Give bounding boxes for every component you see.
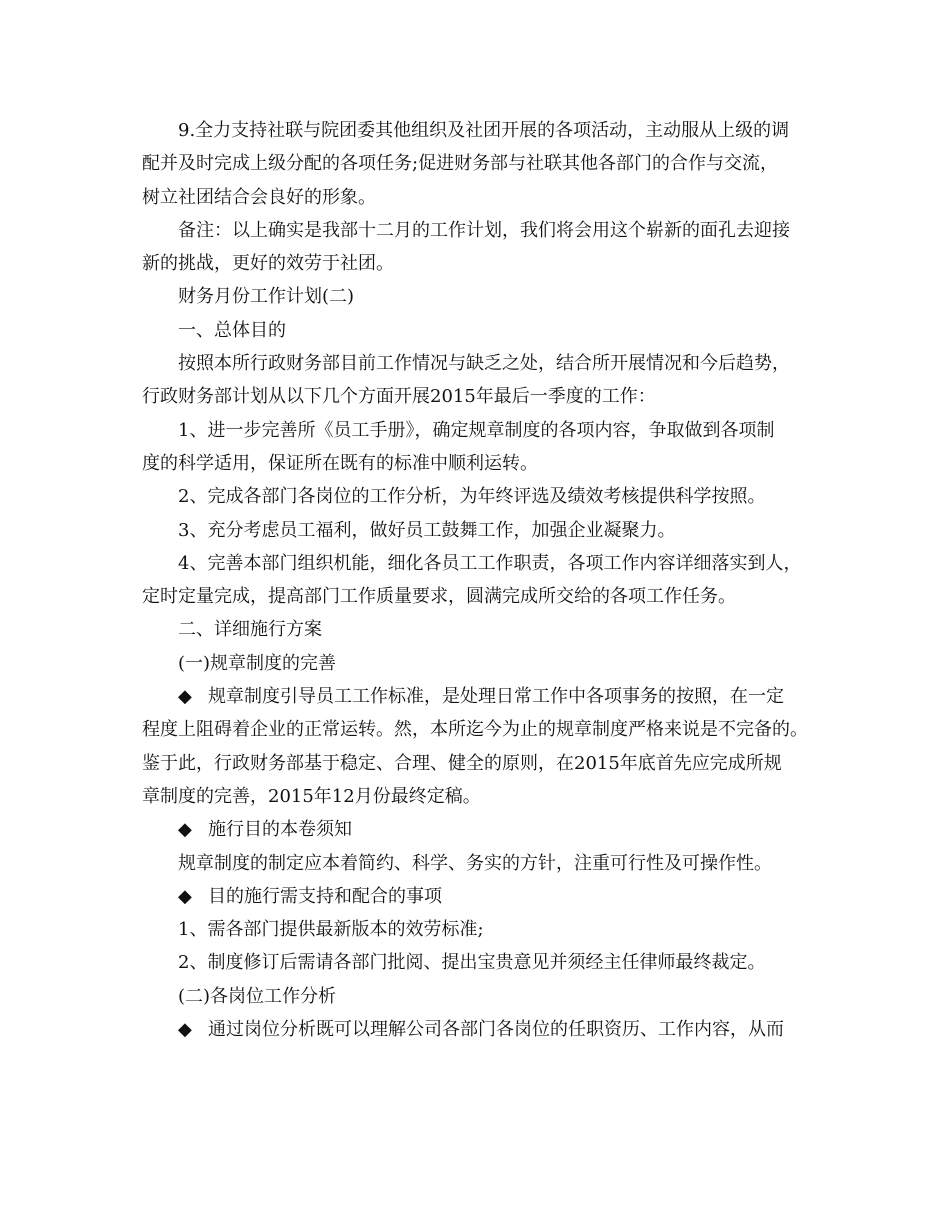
text-line-content: 施行目的本卷须知 [208,819,352,841]
text-line [142,680,832,713]
text-line [142,813,832,846]
numbered-item [142,946,832,979]
numbered-item [142,547,832,614]
numbered-item [142,414,832,481]
text-line: 度的科学适用，保证所在既有的标准中顺利运转。 [142,452,538,474]
text-line: 配并及时完成上级分配的各项任务;促进财务部与社联其他各部门的合作与交流， [142,153,779,175]
text-line: 一、总体目的 [178,319,286,341]
text-line-content: 通过岗位分析既可以理解公司各部门各岗位的任职资历、工作内容，从而 [208,1019,784,1041]
text-line: 2、完成各部门各岗位的工作分析，为年终评选及绩效考核提供科学按照。 [178,486,766,508]
paragraph [142,214,832,281]
text-line-content: 规章制度引导员工工作标准，是处理日常工作中各项事务的按照，在一定 [208,686,784,708]
document-body [142,114,832,1046]
diamond-bullet-icon: ◆ [178,819,192,841]
numbered-item [142,514,832,547]
text-line: 1、进一步完善所《员工手册》，确定规章制度的各项内容，争取做到各项制 [178,419,775,441]
text-line: 4、完善本部门组织机能，细化各员工工作职责，各项工作内容详细落实到人， [178,552,802,574]
text-line: 二、详细施行方案 [178,619,322,641]
subsection-heading [142,980,832,1013]
text-line: 规章制度的制定应本着简约、科学、务实的方针，注重可行性及可操作性。 [178,852,772,874]
paragraph [142,114,832,214]
subsection-heading [142,647,832,680]
text-line: 2、制度修订后需请各部门批阅、提出宝贵意见并须经主任律师最终裁定。 [178,952,766,974]
section-heading [142,314,832,347]
text-line: 新的挑战，更好的效劳于社团。 [142,253,394,275]
text-line: 财务月份工作计划(二) [178,286,355,308]
text-line [142,880,832,913]
text-line: (一)规章制度的完善 [178,652,337,674]
bullet-paragraph [142,680,832,813]
diamond-bullet-icon: ◆ [178,686,192,708]
text-line: (二)各岗位工作分析 [178,985,337,1007]
text-line-content: 目的施行需支持和配合的事项 [208,885,442,907]
bullet-heading [142,880,832,913]
paragraph [142,847,832,880]
numbered-item [142,480,832,513]
text-line: 9.全力支持社联与院团委其他组织及社团开展的各项活动，主动服从上级的调 [178,120,790,141]
text-line: 1、需各部门提供最新版本的效劳标准; [178,919,484,941]
text-line: 行政财务部计划从以下几个方面开展2015年最后一季度的工作： [142,386,656,408]
text-line: 鉴于此，行政财务部基于稳定、合理、健全的原则，在2015年底首先应完成所规 [142,752,782,774]
bullet-paragraph [142,1013,832,1046]
text-line: 3、充分考虑员工福利，做好员工鼓舞工作，加强企业凝聚力。 [178,519,676,541]
text-line: 按照本所行政财务部目前工作情况与缺乏之处，结合所开展情况和今后趋势， [178,353,790,375]
text-line: 树立社团结合会良好的形象。 [142,186,376,208]
paragraph [142,347,832,414]
diamond-bullet-icon: ◆ [178,1019,192,1041]
text-line: 章制度的完善，2015年12月份最终定稿。 [142,785,481,807]
bullet-heading [142,813,832,846]
section-heading [142,613,832,646]
text-line [142,1013,832,1046]
text-line: 定时定量完成，提高部门工作质量要求，圆满完成所交给的各项工作任务。 [142,586,736,608]
text-line: 备注：以上确实是我部十二月的工作计划，我们将会用这个崭新的面孔去迎接 [178,219,790,241]
diamond-bullet-icon: ◆ [178,885,192,907]
section-subtitle [142,280,832,313]
text-line: 程度上阻碍着企业的正常运转。然，本所迄今为止的规章制度严格来说是不完备的。 [142,719,808,741]
numbered-item [142,913,832,946]
